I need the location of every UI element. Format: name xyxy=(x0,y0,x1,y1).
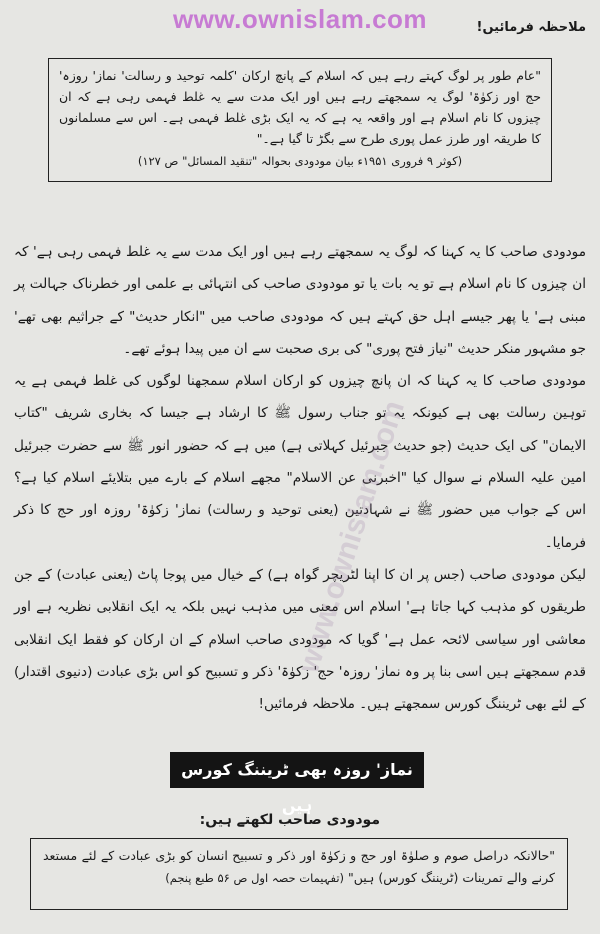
paragraph-2: مودودی صاحب کا یہ کہنا کہ ان پانچ چیزوں کو ارکان اسلام سمجھنا لوگوں کی غلط فہمی ہے یہ توہین رسالت بھی ہے کیونکہ یہ تو جناب رسول ﷺ کا ارشاد ہے جیسا کہ بخاری شریف "کتاب الایمان" کی ایک حدیث (جو حدیث جبرئیل کہلاتی ہے) میں ہے کہ حضور انور ﷺ سے حضرت جبرئیل امین علیہ السلام نے سوال کیا "اخبرنی عن الاسلام" مجھے اسلام کے بارے میں بتلایئے اسلام کیا ہے؟ اس کے جواب میں حضور ﷺ نے شہادتین (یعنی توحید و رسالت) نماز' زکوٰۃ' روزہ اور حج کا ذکر فرمایا۔ xyxy=(14,373,586,551)
quote-1-reference: (کوثر ۹ فروری ۱۹۵۱ء بیان مودودی بحوالہ "تنقید المسائل" ص ۱۲۷) xyxy=(137,154,463,168)
quote-2-text: "حالانکہ دراصل صوم و صلوٰۃ اور حج و زکوٰۃ اور ذکر و تسبیح انسان کو بڑی عبادت کے لئے مستعد کرنے والے تمرینات (ٹریننگ کورس) ہیں" xyxy=(43,848,555,885)
body-text xyxy=(14,236,586,720)
section-banner: نماز' روزہ بھی ٹریننگ کورس ہیں xyxy=(170,752,424,788)
quote-box-2 xyxy=(30,838,568,910)
quote-1-text: "عام طور پر لوگ کہتے رہے ہیں کہ اسلام کے پانچ ارکان 'کلمہ توحید و رسالت' نماز' روزہ' حج اور زکوٰۃ' لوگ یہ سمجھتے رہے ہیں اور ایک مدت سے یہ غلط فہمی رہی ہے کہ ان چیزوں کا نام اسلام ہے اور واقعہ یہ ہے کہ یہ ایک بڑی غلط فہمی ہے۔ اس سے مسلمانوں کا طریقہ اور طرز عمل پوری طرح سے بگڑ تا گیا ہے۔" xyxy=(59,68,541,146)
top-heading: ملاحظہ فرمائیں! xyxy=(476,20,586,35)
site-watermark: www.ownislam.com xyxy=(172,4,428,34)
quote-box-1 xyxy=(48,58,552,182)
diagonal-watermark: www.ownislam.com xyxy=(291,396,412,677)
quote-2-reference: (تفہیمات حصہ اول ص ۵۶ طبع پنجم) xyxy=(165,871,345,885)
paragraph-1: مودودی صاحب کا یہ کہنا کہ لوگ یہ سمجھتے رہے ہیں اور ایک مدت سے یہ غلط فہمی رہی ہے' کہ ان چیزوں کا نام اسلام ہے تو یہ بات یا تو مودودی صاحب کی انتہائی بے علمی اور خطرناک جہالت پر مبنی ہے' یا پھر جیسے اہل حق کہتے ہیں کہ مودودی صاحب میں "انکار حدیث" کے جراثیم بھی تھے' جو مشہور منکر حدیث "نیاز فتح پوری" کی بری صحبت سے ان میں پیدا ہوئے تھے۔ xyxy=(14,244,586,357)
maududi-writes-label: مودودی صاحب لکھتے ہیں: xyxy=(199,812,380,828)
paragraph-3: لیکن مودودی صاحب (جس پر ان کا اپنا لٹریچر گواہ ہے) کے خیال میں پوجا پاٹ (یعنی عبادت) کے جن طریقوں کو مذہب کہا جاتا ہے' اسلام اس معنی میں مذہب نہیں بلکہ یہ ایک انقلابی نظریہ ہے اور معاشی اور سیاسی لائحہ عمل ہے' گویا کہ مودودی صاحب اسلام کے ان ارکان کو فقط ایک انقلابی قدم سمجھتے ہیں اسی بنا پر وہ نماز' روزہ' حج' زکوٰۃ' ذکر و تسبیح کو اس بڑی عبادت (دنیوی اقتدار) کے لئے بھی ٹریننگ کورس سمجھتے ہیں۔ ملاحظہ فرمائیں! xyxy=(14,566,586,713)
